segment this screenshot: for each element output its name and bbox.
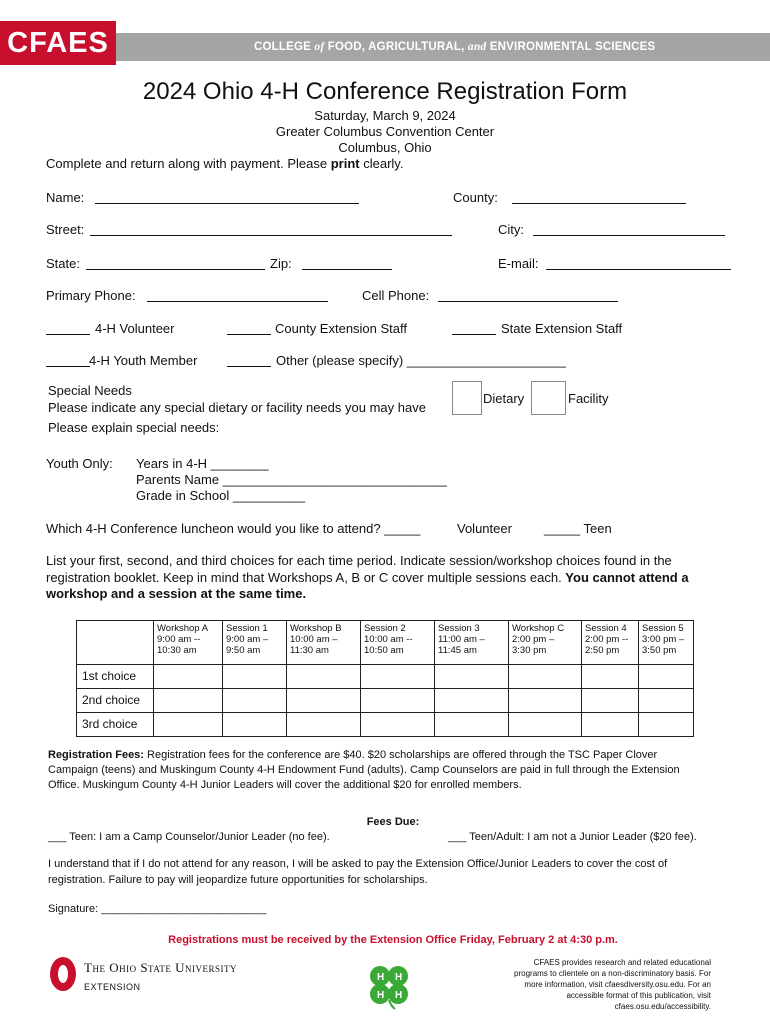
nondiscrimination-notice: CFAES provides research and related educational programs to clientele on a non-discriminatory basis. For more information, visit cfaesdiversity.osu.edu. For an accessible format of this publication, visit cfaes.osu.edu/accessibility. [514,958,711,1011]
choice-cell[interactable] [154,665,223,689]
osu-block-o-icon [49,956,77,992]
role-other: Other (please specify) ______________________ [276,353,566,368]
primary-phone-label: Primary Phone: [46,288,136,303]
choice-cell[interactable] [582,713,639,737]
col-time: 10:00 am -- [364,634,413,645]
choice-cell[interactable] [509,665,582,689]
state-field[interactable] [86,269,265,270]
email-field[interactable] [546,269,731,270]
name-field[interactable] [95,203,359,204]
col-time: 3:50 pm [642,645,677,656]
svg-text:H: H [395,990,403,1001]
other-check-line[interactable] [227,366,271,367]
choice-cell[interactable] [223,713,287,737]
primary-phone-field[interactable] [147,301,328,302]
choices-intro [46,553,736,603]
col-header [582,621,639,665]
session-choice-table [76,620,694,737]
row-label: 1st choice [77,665,154,689]
role-youth-member: 4-H Youth Member [89,353,198,368]
choice-cell[interactable] [639,665,694,689]
col-name: Session 1 [226,623,268,634]
street-label: Street: [46,222,85,237]
instructions [46,156,403,171]
fees-label: Registration Fees: [48,749,144,761]
row-label: 3rd choice [77,713,154,737]
special-needs-prompt: Please indicate any special dietary or facility needs you may have [48,400,426,415]
col-header [639,621,694,665]
choices-warning: You cannot attend a workshop and a session at the same time. [46,569,689,601]
col-name: Workshop B [290,623,342,634]
choice-cell[interactable] [154,713,223,737]
zip-label: Zip: [270,256,292,271]
col-time: 9:00 am – [226,634,269,645]
volunteer-check-line[interactable] [46,334,90,335]
cell-phone-field[interactable] [438,301,618,302]
4h-clover-icon [364,960,414,1010]
osu-name: The Ohio State University [84,960,237,975]
svg-text:H: H [377,990,385,1001]
college-of: of [314,41,325,53]
city-label: City: [498,222,524,237]
county-label: County: [453,190,498,205]
corner-cell [77,621,154,665]
instructions-pre: Complete and return along with payment. Please [46,156,331,171]
dietary-checkbox[interactable] [452,381,482,415]
state-staff-check-line[interactable] [452,334,496,335]
choice-cell[interactable] [582,689,639,713]
col-time: 10:50 am [364,645,404,656]
luncheon-volunteer: Volunteer [457,521,512,536]
registration-fees [48,748,688,793]
event-date: Saturday, March 9, 2024 [314,108,456,123]
col-time: 2:00 pm -- [585,634,629,645]
street-field[interactable] [90,235,452,236]
svg-text:H: H [377,972,385,983]
col-header [435,621,509,665]
choice-cell[interactable] [639,689,694,713]
choice-cell[interactable] [223,665,287,689]
name-label: Name: [46,190,85,205]
luncheon-question[interactable]: Which 4-H Conference luncheon would you like to attend? _____ [46,521,421,536]
college-pre: COLLEGE [254,41,311,53]
role-county-staff: County Extension Staff [275,321,408,336]
col-header [509,621,582,665]
state-label: State: [46,256,80,271]
college-post: ENVIRONMENTAL SCIENCES [489,41,656,53]
college-and: and [467,41,487,53]
col-time: 11:45 am [438,645,477,656]
choice-cell[interactable] [287,665,361,689]
col-time: 10:30 am [157,645,197,656]
city-field[interactable] [533,235,725,236]
choice-cell[interactable] [361,665,435,689]
role-state-staff: State Extension Staff [501,321,623,336]
col-header [361,621,435,665]
youth-member-check-line[interactable] [46,366,90,367]
instructions-post: clearly. [359,156,404,171]
youth-only-label: Youth Only: [46,456,113,471]
email-label: E-mail: [498,256,539,271]
choice-cell[interactable] [435,713,509,737]
col-name: Workshop A [157,623,209,634]
fees-text: Registration fees for the conference are $40. $20 scholarships are offered through the TSC Paper Clover Campaign (teens) and Muskingum County 4-H Endowment Fund (adults). Camp Counselors are paid in full through the Extension Office. Muskingum County 4-H Junior Leaders will cover the additional $20 for enrolled members. [48,749,680,791]
col-time: 2:50 pm [585,645,620,656]
col-name: Session 4 [585,623,627,634]
choice-cell[interactable] [361,689,435,713]
choice-cell[interactable] [435,665,509,689]
col-name: Session 3 [438,623,480,634]
deadline-notice: Registrations must be received by the Extension Office Friday, February 2 at 4:30 p.m. [168,934,618,946]
fee-option-adult[interactable]: ___ Teen/Adult: I am not a Junior Leader ($20 fee). [448,831,697,843]
osu-extension: EXTENSION [84,982,141,992]
col-time: 11:00 am – [438,634,485,645]
signature-line[interactable]: Signature: ___________________________ [48,903,267,915]
choice-cell[interactable] [509,689,582,713]
choice-cell[interactable] [435,689,509,713]
choice-cell[interactable] [361,713,435,737]
col-name: Workshop C [512,623,565,634]
choice-cell[interactable] [223,689,287,713]
facility-label: Facility [568,391,609,406]
col-name: Session 2 [364,623,406,634]
choice-cell[interactable] [287,713,361,737]
table-header-row [77,621,694,665]
cell-phone-label: Cell Phone: [362,288,430,303]
event-venue: Greater Columbus Convention Center [275,124,495,139]
col-time: 3:00 pm – [642,634,685,645]
county-field[interactable] [512,203,686,204]
col-time: 9:50 am [226,645,261,656]
explain-needs-label: Please explain special needs: [48,420,220,435]
table-row [77,713,694,737]
choice-cell[interactable] [287,689,361,713]
role-volunteer: 4-H Volunteer [95,321,175,336]
col-time: 10:00 am – [290,634,338,645]
col-time: 3:30 pm [512,645,547,656]
college-mid: FOOD, AGRICULTURAL, [327,41,465,53]
col-name: Session 5 [642,623,684,634]
col-header [287,621,361,665]
facility-checkbox[interactable] [531,381,566,415]
cfaes-logo: CFAES [0,21,116,65]
attendance-agreement: I understand that if I do not attend for any reason, I will be asked to pay the Extension Office/Junior Leaders to cover the cost of registration. Failure to pay will jeopardize future opportunities for scholarships. [48,858,668,886]
parents-name[interactable]: Parents Name _______________________________ [136,472,447,487]
choice-cell[interactable] [154,689,223,713]
row-label: 2nd choice [77,689,154,713]
event-city: Columbus, Ohio [338,140,432,155]
instructions-bold: print [330,156,360,171]
years-in-4h[interactable]: Years in 4-H ________ [136,456,269,471]
county-staff-check-line[interactable] [227,334,271,335]
table-row [77,689,694,713]
col-header [223,621,287,665]
zip-field[interactable] [302,269,392,270]
choice-cell[interactable] [639,713,694,737]
col-time: 9:00 am -- [157,634,201,645]
special-needs-heading: Special Needs [48,383,132,398]
col-time: 11:30 am [290,645,329,656]
choices-intro-text: List your first, second, and third choices for each time period. Indicate session/workshop choices found in the registration booklet. Keep in mind that Workshops A, B or C cover multiple sessions each. [46,553,672,585]
col-header [154,621,223,665]
grade-in-school[interactable]: Grade in School __________ [136,488,306,503]
choice-cell[interactable] [509,713,582,737]
luncheon-teen[interactable]: _____ Teen [544,521,612,536]
form-title: 2024 Ohio 4-H Conference Registration Form [142,78,628,105]
college-name [254,41,655,53]
table-row [77,665,694,689]
fees-due-heading: Fees Due: [366,816,420,828]
col-time: 2:00 pm – [512,634,555,645]
fee-option-teen[interactable]: ___ Teen: I am a Camp Counselor/Junior Leader (no fee). [48,831,330,843]
svg-text:H: H [395,972,403,983]
choice-cell[interactable] [582,665,639,689]
dietary-label: Dietary [483,391,525,406]
